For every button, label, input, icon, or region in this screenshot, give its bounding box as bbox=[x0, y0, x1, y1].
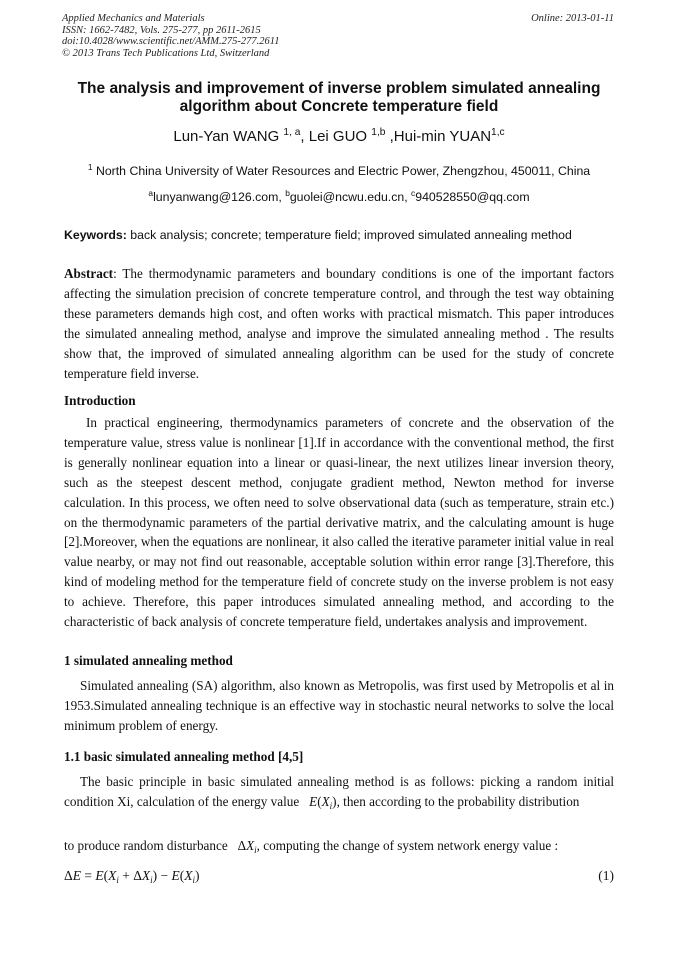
email-link[interactable]: guolei@ncwu.edu.cn bbox=[289, 190, 405, 204]
author-list: Lun-Yan WANG $^{1, a}$, Lei GUO $^{1,b}$ ,Hui-min YUAN$^{1,c}$ bbox=[173, 127, 505, 145]
intro-paragraph: In practical engineering, thermodynamics parameters of concrete and the observation of the temperature value, stress value is nonlinear [1].If in accordance with the conventional method, the first is generally nonlinear equation into a linear or quasi-linear, the next utilizes linear inversion theory, such as the steepest descent method, conjugate gradient method, Newton method for inverse calculation. In this process, we often need to solve observational data (such as temperature, strain etc.) on the thermodynamic parameters of the partial derivative matrix, and the calculating amount is huge [2].Moreover, when the equations are nonlinear, it also called the iterative parameter initial value in real value nearby, or may not find out reasonable, acceptable solution within error range [3].Therefore, this kind of modeling method for the temperature field of concrete study on the inverse problem is not easy to achieve. Therefore, this paper introduces simulated annealing method, and according to the characteristic of back analysis of concrete temperature field, undertakes analysis and improvement. bbox=[64, 415, 614, 630]
section-1-1-text-c: to produce random disturbance bbox=[64, 838, 228, 853]
affiliation-text: North China University of Water Resources and Electric Power, Zhengzhou, 450011, China bbox=[95, 164, 591, 178]
section-1-1-text-d: , computing the change of system network energy value : bbox=[256, 838, 559, 853]
journal-name: Applied Mechanics and Materials bbox=[62, 13, 205, 24]
equation-number: (1) bbox=[598, 868, 614, 883]
keywords-label: Keywords: bbox=[64, 228, 127, 242]
equation-1 bbox=[64, 868, 614, 885]
email-link[interactable]: lunyanwang@126.com bbox=[153, 190, 279, 204]
journal-copyright: © 2013 Trans Tech Publications Ltd, Switzerland bbox=[62, 47, 270, 59]
journal-issn: ISSN: 1662-7482, Vols. 275-277, pp 2611-2615 bbox=[62, 24, 261, 36]
journal-header bbox=[62, 13, 614, 59]
journal-doi: doi:10.4028/www.scientific.net/AMM.275-277.2611 bbox=[62, 36, 280, 47]
author-name: Hui-min YUAN bbox=[393, 128, 492, 145]
equation-body: $\Delta E = E(X_i + \Delta X_i) - E(X_i)$ bbox=[64, 868, 200, 885]
email-mark: b bbox=[285, 187, 290, 198]
abstract-label: Abstract bbox=[64, 266, 114, 281]
author-affiliation-mark: 1,b bbox=[371, 127, 386, 138]
section-1-paragraph: Simulated annealing (SA) algorithm, also known as Metropolis, was first used by Metropolis et al in 1953.Simulated annealing technique is an effective way in stochastic neural networks to solve the local minimum problem of energy. bbox=[64, 678, 614, 733]
section-1-1-heading: 1.1 basic simulated annealing method [4,5] bbox=[64, 749, 304, 764]
email-mark: a bbox=[148, 187, 154, 198]
online-date: Online: 2013-01-11 bbox=[531, 13, 614, 24]
email-list: $^a$lunyanwang@126.com, $^b$guolei@ncwu.edu.cn, $^c$940528550@qq.com bbox=[148, 187, 530, 204]
author-affiliation-mark: 1,c bbox=[491, 127, 505, 138]
section-1-1-text-a: The basic principle in basic simulated annealing method is as follows: picking a random initial condition Xi, calculation of the energy value bbox=[64, 774, 614, 809]
email-link[interactable]: 940528550@qq.com bbox=[415, 190, 530, 204]
abstract bbox=[64, 264, 614, 383]
section-1-heading: 1 simulated annealing method bbox=[64, 653, 233, 668]
section-1-1-paragraph-2 bbox=[64, 836, 614, 861]
title-line-1: The analysis and improvement of inverse problem simulated annealing bbox=[77, 80, 601, 97]
disturbance-formula: $\Delta X_i$ bbox=[237, 838, 257, 855]
keywords-text: back analysis; concrete; temperature field; improved simulated annealing method bbox=[130, 228, 572, 242]
paper-title bbox=[60, 80, 618, 116]
email-mark: c bbox=[411, 187, 416, 198]
title-line-2: algorithm about Concrete temperature field bbox=[179, 98, 499, 115]
author-name: Lei GUO bbox=[308, 128, 368, 145]
affiliation-mark: 1 bbox=[87, 161, 93, 172]
author-affiliation-mark: 1, a bbox=[283, 127, 301, 138]
section-1-1-text-b: , then according to the probability distribution bbox=[336, 793, 580, 809]
abstract-text: : The thermodynamic parameters and boundary conditions is one of the important factors affecting the simulation precision of concrete temperature control, and through the test way obtaining these parameters demands high cost, and often works with practical mismatch. This paper introduces the simulated annealing method, analyse and improve the simulated annealing method . The results show that, the improved of simulated annealing algorithm can be used for the study of concrete temperature field inverse. bbox=[64, 266, 614, 381]
energy-formula: E bbox=[309, 793, 318, 809]
keywords bbox=[64, 228, 616, 242]
intro-heading: Introduction bbox=[64, 393, 136, 408]
section-1-1-paragraph-1: The basic principle in basic simulated annealing method is as follows: picking a random initial condition Xi, calculation of the energy value $E(X_i)$, then according to the probability distribution bbox=[64, 774, 614, 811]
affiliation bbox=[60, 161, 618, 178]
author-name: Lun-Yan WANG bbox=[173, 128, 280, 145]
